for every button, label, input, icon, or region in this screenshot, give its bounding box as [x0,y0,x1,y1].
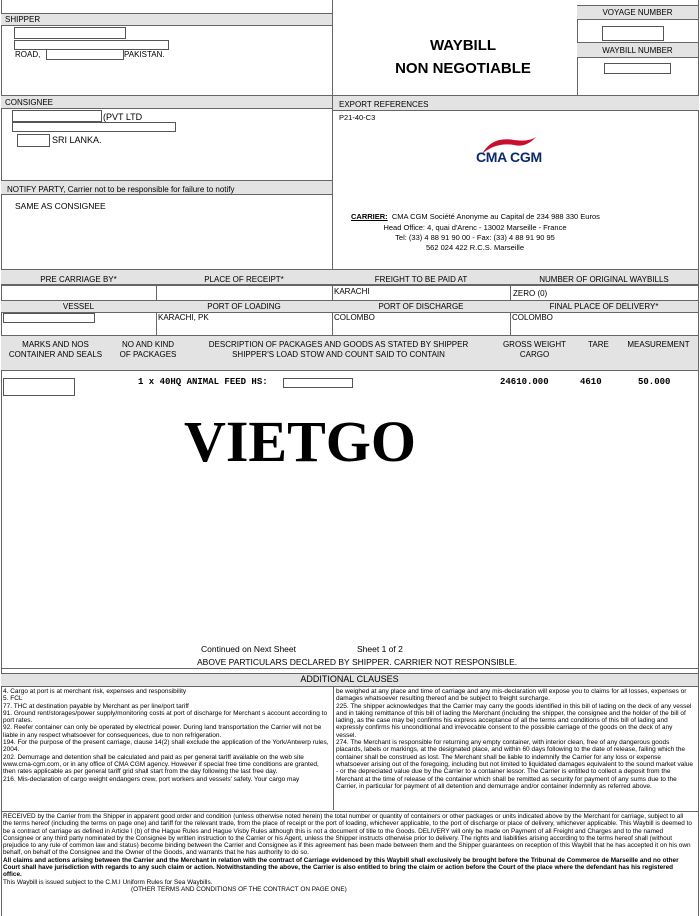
clause-item: 77. THC at destination payable by Merchant as per line/port tariff [3,702,189,710]
consignee-country: SRI LANKA. [52,135,102,145]
waybill-label: WAYBILL NUMBER [602,46,673,55]
pol-value: KARACHI, PK [158,313,209,322]
rule [333,686,334,810]
terms-jurisdiction: All claims and actions arising between the Carrier and the Merchant in relation with the contract of Carriage evidenced by this Waybill shall exclusively be brought before the Tribunal de Commerce de Marseille and no other Court shall have jurisdiction with regards to any such claim or action. Notwithstanding the above, the Carrier is also entitled to bring the claim or action before the Court of the place where the defendant has his registered office. [3,856,679,879]
num-waybills-label: NUMBER OF ORIGINAL WAYBILLS [539,275,669,284]
clause-item: 216. Mis-declaration of cargo weight endangers crew, port workers and vessels' safety. Your cargo may [3,775,300,783]
terms-cmi: This Waybill is issued subject to the C.M.I Uniform Rules for Sea Waybills. [3,878,213,886]
pod-label: PORT OF DISCHARGE [378,302,464,311]
clauses-title: ADDITIONAL CLAUSES [300,674,399,684]
redaction-box [12,110,102,122]
clause-item: 5. FCL [3,695,23,703]
rule [1,285,698,286]
freight-value: KARACHI [334,287,370,296]
carrier-line-4: 562 024 422 R.C.S. Marseille [426,243,524,252]
sheet-counter: Sheet 1 of 2 [357,644,403,654]
vessel-label: VESSEL [62,302,95,311]
clause-item: 4. Cargo at port is at merchant risk, expenses and responsibility [3,688,187,695]
consignee-label: CONSIGNEE [5,98,54,107]
carrier-company: CMA CGM Société Anonyme au Capital de 234 988 330 Euros [391,212,600,221]
rule [698,0,699,916]
shipper-label: SHIPPER [5,15,41,24]
final-value: COLOMBO [512,313,553,322]
carrier-line-1 [351,212,600,221]
consignee-company: (PVT LTD [103,112,143,122]
final-label: FINAL PLACE OF DELIVERY* [549,302,659,311]
measurement-header: MEASUREMENT [627,340,690,349]
place-of-receipt-label: PLACE OF RECEIPT* [204,275,284,284]
kind-header-2: OF PACKAGES [119,350,177,359]
shipper-road: ROAD, [15,50,41,59]
gross-weight-value: 24610.000 [500,377,549,387]
pol-label: PORT OF LOADING [207,302,281,311]
tare-value: 4610 [580,377,602,387]
carrier-label: CARRIER: [351,212,388,221]
marks-header-2: CONTAINER AND SEALS [8,350,103,359]
kind-header-1: NO AND KIND [121,340,174,349]
continued-note: Continued on Next Sheet [201,644,296,654]
container-redaction [3,378,75,396]
redaction-box [46,49,124,60]
cma-cgm-logo [474,134,554,174]
marks-header-1: MARKS AND NOS [22,340,89,349]
pod-value: COLOMBO [334,313,375,322]
tare-header: TARE [588,340,609,349]
desc-header-2: SHIPPER'S LOAD STOW AND COUNT SAID TO CONTAIN [232,350,445,359]
clauses-right [336,688,694,790]
redaction-box [14,27,126,39]
voyage-number-field [602,26,664,41]
rule [1,811,698,812]
shipper-country: PAKISTAN. [124,50,165,59]
clause-item: 91. Ground rent/storages/power supply/monitoring costs at port of discharge for Merchant s account according to port rates. [3,709,328,725]
clause-item: 274. The Merchant is responsible for returning any empty container, with interior clean, free of any dangerous goods placards, labels or markings, at the designated place, and within 60 days following to the date of release, failing which the container shall be construed as lost. The Merchant shall be liable to indemnify the Carrier for any loss or expense whatsoever arising out of the foregoing, including but not limited to liquidated damages equivalent to the sound market value - or the depreciated value due by the Carrier to a container lessor. The Carrier is entitled to collect a deposit from the Merchant at the time of release of the container which shall be remitted as security for payment of any sums due to the Carrier, in particular for payment of all detention and demurrage and/or container indemnity as referred above. [336,739,694,790]
gross-header-2: CARGO [519,350,550,359]
rule [1,668,698,669]
terms-received: RECEIVED by the Carrier from the Shipper in apparent good order and condition (unless otherwise noted herein) the total number or quantity of containers or other packages or units indicated above by the Merchant for carriage, subject to all the terms hereof (including the terms on page one) and tariff for the relevant trade, from the place of receipt or the port of loading, whichever applicable, to the port of discharge or place of delivery, whichever applicable. This Waybill is deemed to be a contract of carriage as defined in Article I (b) of the Hague Rules and Hague Visby Rules although this is not a document of title to the Goods. DELIVERY will only be made on Payment of all Freight and Charges and to the named Consignee or any third party nominated by the Consignee by written instruction to the Carrier or his Agent, unless the Shipper instructs otherwise prior to delivery. The rights and liabilities arising according to the terms hereof shall (without prejudice to any rule of common law and status) become binding between the Carrier and Consignee as if this agreement has been made between them and the Shipper guarantees on reception of this Waybill that he has accepted it on his own behalf, on behalf of the Consignee and the Owner of the Goods, and warrants that he has authority to do so. [3,813,692,857]
terms-block [3,813,693,893]
watermark-logo: VIETGO [183,409,417,474]
terms-other: (OTHER TERMS AND CONDITIONS OF THE CONTRACT ON PAGE ONE) [131,885,347,893]
gross-header-1: GROSS WEIGHT [502,340,567,349]
measurement-value: 50.000 [638,377,671,387]
freight-label: FREIGHT TO BE PAID AT [374,275,468,284]
rule [1,0,2,916]
logo-text: CMA CGM [476,149,542,165]
num-waybills-value: ZERO (0) [513,289,548,298]
doc-title: WAYBILL [429,37,497,54]
declared-note: ABOVE PARTICULARS DECLARED BY SHIPPER. CARRIER NOT RESPONSIBLE. [197,657,518,667]
notify-note: Carrier not to be responsible for failure to notify [67,185,235,194]
redaction-box [17,134,50,147]
pre-carriage-label: PRE CARRIAGE BY* [40,275,117,284]
clause-item: 202. Demurrage and detention shall be calculated and paid as per general tariff available on the web site www.cma-cgm.com, or in any office of CMA CGM agency. However if special free time conditions are granted, then rates applicable as per general tariff grid shall start from the day following the last free day. [3,753,319,776]
notify-label [7,185,235,194]
clauses-left [3,688,331,783]
notify-party-label: NOTIFY PARTY, [7,185,66,194]
vessel-redaction [3,313,95,323]
goods-description: 1 x 40HQ ANIMAL FEED HS: [138,377,268,387]
carrier-line-2: Head Office: 4, quai d'Arenc - 13002 Marseille - France [383,223,567,232]
shipper-header-bar [1,13,332,26]
carrier-line-3: Tel: (33) 4 88 91 90 00 - Fax: (33) 4 88 91 90 95 [395,233,555,242]
clause-item: 194. For the purpose of the present carriage, clause 14(2) shall exclude the application of the York/Antwerp rules, 2004. [3,739,329,754]
clause-item: 225. The shipper acknowledges that the Carrier may carry the goods identified in this bill of lading on the deck of any vessel and in taking remittance of this bill of lading the Merchant (including the shipper, the consignee and the holder of the bill of lading, as the case may be) confirms his express acceptance of all the terms and conditions of this bill of lading and expressly confirms his unconditional and irrevocable consent to the possible carriage of the goods on the deck of any vessel. [336,702,692,739]
hs-code-redaction [283,378,353,388]
clause-item: 92. Reefer container can only be operated by electrical power. During land transportation the Carrier will not be liable in any respect whatsoever for consequences, due to non refrigeration. [3,724,322,739]
desc-header-1: DESCRIPTION OF PACKAGES AND GOODS AS STATED BY SHIPPER [208,340,469,349]
rule [332,0,333,269]
export-references-value: P21-40-C3 [339,113,376,122]
export-references-label: EXPORT REFERENCES [339,100,429,109]
notify-value: SAME AS CONSIGNEE [15,201,106,211]
clause-item: be weighed at any place and time of carriage and any mis-declaration will expose you to claims for all losses, expenses or damages whatsoever resulting thereof and be subject to freight surcharge. [336,688,687,703]
doc-subtitle: NON NEGOTIABLE [395,60,531,77]
voyage-label: VOYAGE NUMBER [602,8,673,17]
redaction-box [12,122,176,132]
waybill-number-field [604,63,671,74]
